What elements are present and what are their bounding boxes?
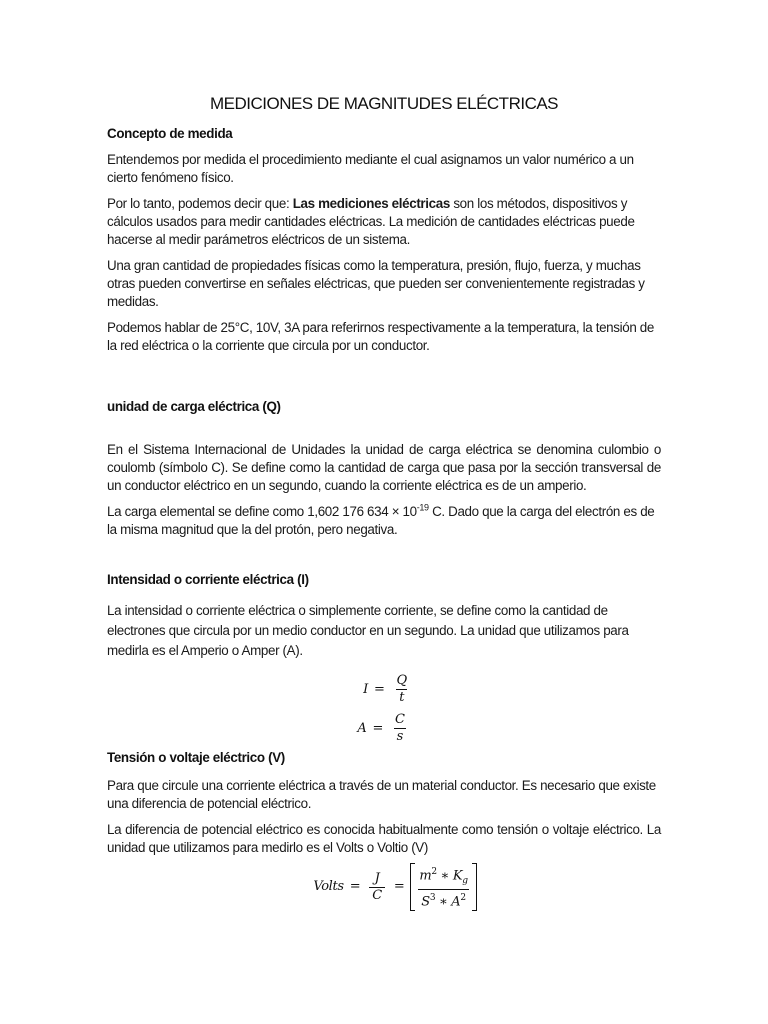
- symbol-m: m: [419, 868, 432, 884]
- paragraph: [107, 503, 661, 539]
- paragraph: Una gran cantidad de propiedades físicas como la temperatura, presión, flujo, fuerza, y muchas otras pueden convertirse en señales eléctricas, que pueden ser convenientemente registradas y medidas.: [107, 258, 645, 309]
- heading-concepto-medida: Concepto de medida: [107, 126, 233, 141]
- equation-ampere: [107, 712, 661, 745]
- subscript: g: [462, 875, 468, 886]
- fraction: [394, 673, 410, 706]
- fraction: [416, 864, 470, 910]
- operator: ∗: [435, 894, 452, 910]
- text: son los métodos, dispositivos y cálculos usados para medir cantidades eléctricas. La medición de cantidades eléctricas puede hacerse al medir parámetros eléctricos de un sistema.: [107, 196, 635, 247]
- exponent: -19: [416, 502, 429, 513]
- text: La carga elemental se define como 1,602 176 634 × 10: [107, 504, 417, 519]
- exponent: 3: [429, 892, 436, 903]
- eq-equals: =: [393, 879, 405, 895]
- symbol-a: A: [451, 894, 461, 910]
- eq-equals: =: [372, 720, 383, 736]
- eq-equals: =: [373, 681, 385, 697]
- denominator: t: [396, 689, 407, 706]
- paragraph: Para que circule una corriente eléctrica a través de un material conductor. Es necesario que existe una diferencia de potencial eléctrico.: [107, 778, 656, 811]
- symbol-s: S: [421, 894, 430, 910]
- paragraph: La intensidad o corriente eléctrica o simplemente corriente, se define como la cantidad de electrones que circula por un medio conductor en un segundo. La unidad que utilizamos para medirla es el Amperio o Amper (A).: [107, 603, 629, 658]
- denominator: [418, 889, 468, 910]
- paragraph: En el Sistema Internacional de Unidades la unidad de carga eléctrica se denomina culombio o coulomb (símbolo C). Se define como la cantidad de carga que pasa por la sección transversal de un conductor eléctrico en un segundo, cuando la corriente eléctrica es de un amperio.: [107, 442, 661, 493]
- paragraph: [107, 195, 661, 249]
- paragraph: La diferencia de potencial eléctrico es conocida habitualmente como tensión o voltaje eléctrico. La unidad que utilizamos para medirlo es el Volts o Voltio (V): [107, 822, 661, 855]
- paragraph: Podemos hablar de 25°C, 10V, 3A para referirnos respectivamente a la temperatura, la tensión de la red eléctrica o la corriente que circula por un conductor.: [107, 320, 655, 353]
- bracket-group: [410, 863, 476, 911]
- denominator: s: [394, 728, 406, 745]
- document-body: [107, 93, 661, 911]
- exponent: 2: [431, 867, 437, 877]
- operator: ∗: [436, 868, 453, 884]
- numerator: C: [394, 712, 405, 727]
- eq-lhs: I: [363, 681, 368, 697]
- eq-lhs: A: [357, 720, 367, 736]
- eq-equals: =: [349, 879, 361, 895]
- equation-volts: [129, 863, 661, 911]
- text: Por lo tanto, podemos decir que:: [107, 196, 293, 211]
- heading-intensidad-corriente: Intensidad o corriente eléctrica (I): [107, 572, 309, 587]
- bold-text: Las mediciones eléctricas: [292, 196, 450, 211]
- equation-current: [115, 673, 661, 706]
- symbol-k: K: [452, 868, 463, 884]
- heading-carga-electrica: unidad de carga eléctrica (Q): [107, 399, 281, 414]
- fraction: [369, 871, 385, 904]
- numerator: [416, 864, 470, 889]
- numerator: J: [374, 870, 380, 886]
- eq-lhs: Volts: [313, 879, 344, 895]
- denominator: C: [369, 887, 385, 904]
- paragraph: Entendemos por medida el procedimiento mediante el cual asignamos un valor numérico a un cierto fenómeno físico.: [107, 152, 634, 185]
- heading-tension-voltaje: Tensión o voltaje eléctrico (V): [107, 750, 285, 765]
- text: C. Dado que la carga del electrón es de la misma magnitud que la del protón, pero negativa.: [107, 504, 655, 537]
- exponent: 2: [460, 892, 466, 903]
- document-title: MEDICIONES DE MAGNITUDES ELÉCTRICAS: [209, 94, 559, 113]
- fraction: [392, 712, 408, 745]
- numerator: Q: [396, 673, 407, 688]
